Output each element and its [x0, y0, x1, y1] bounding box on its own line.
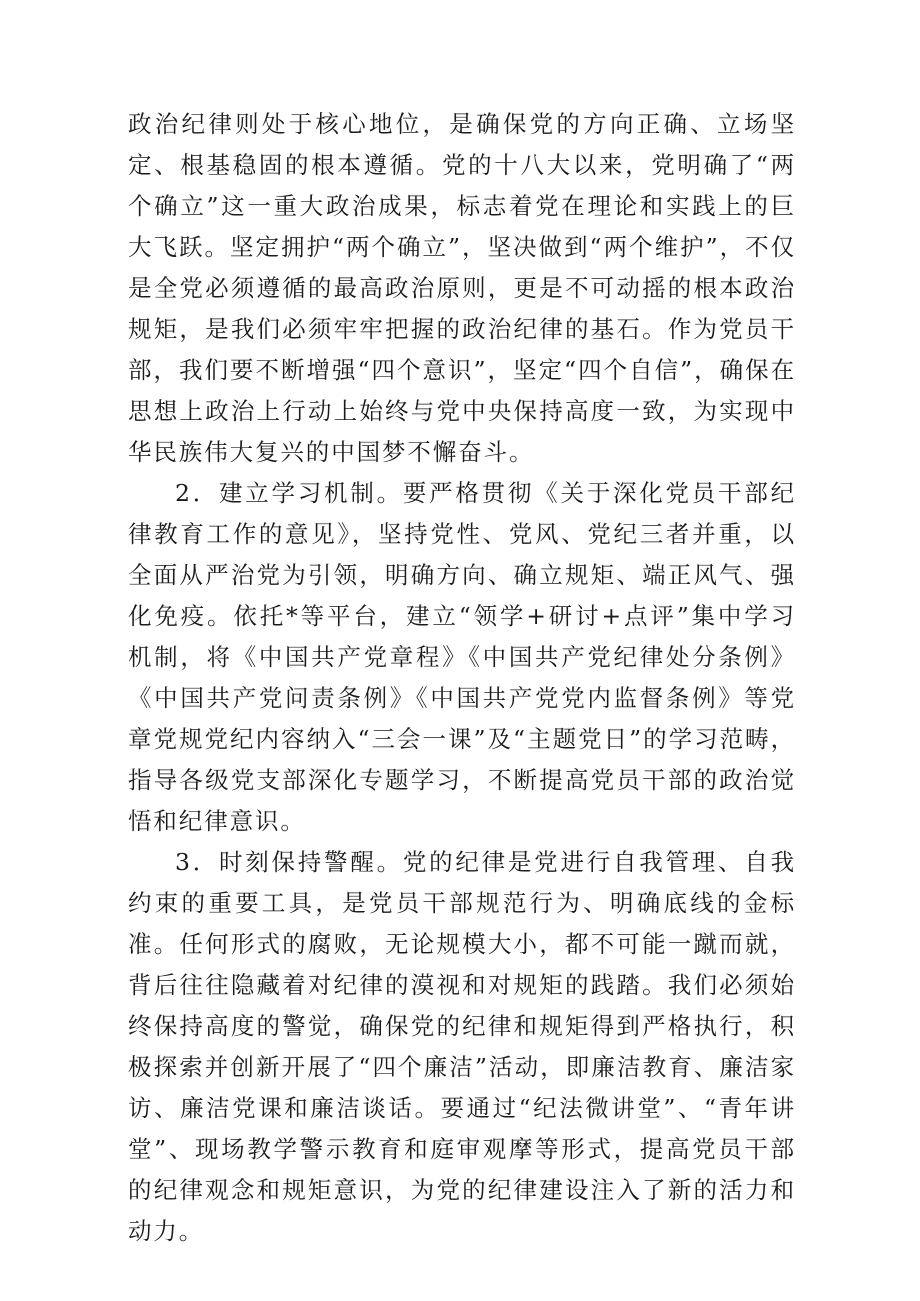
document-body — [128, 104, 796, 1252]
paragraph-political-discipline: 政治纪律则处于核心地位，是确保党的方向正确、立场坚定、根基稳固的根本遵循。党的十八大以来，党明确了“两个确立”这一重大政治成果，标志着党在理论和实践上的巨大飞跃。坚定拥护“两个确立”，坚决做到“两个维护”，不仅是全党必须遵循的最高政治原则，更是不可动摇的根本政治规矩，是我们必须牢牢把握的政治纪律的基石。作为党员干部，我们要不断增强“四个意识”，坚定“四个自信”，确保在思想上政治上行动上始终与党中央保持高度一致，为实现中华民族伟大复兴的中国梦不懈奋斗。 — [128, 110, 796, 466]
paragraph-study-mechanism: 2．建立学习机制。要严格贯彻《关于深化党员干部纪律教育工作的意见》，坚持党性、党风、党纪三者并重，以全面从严治党为引领，明确方向、确立规矩、端正风气、强化免疫。依托*等平台，建立“领学+研讨+点评”集中学习机制，将《中国共产党章程》《中国共产党纪律处分条例》《中国共产党问责条例》《中国共产党党内监督条例》等党章党规党纪内容纳入“三会一课”及“主题党日”的学习范畴，指导各级党支部深化专题学习，不断提高党员干部的政治觉悟和纪律意识。 — [128, 479, 796, 835]
paragraph-stay-vigilant: 3．时刻保持警醒。党的纪律是党进行自我管理、自我约束的重要工具，是党员干部规范行为、明确底线的金标准。任何形式的腐败，无论规模大小，都不可能一蹴而就，背后往往隐藏着对纪律的漠视和对规矩的践踏。我们必须始终保持高度的警觉，确保党的纪律和规矩得到严格执行，积极探索并创新开展了“四个廉洁”活动，即廉洁教育、廉洁家访、廉洁党课和廉洁谈话。要通过“纪法微讲堂”、“青年讲堂”、现场教学警示教育和庭审观摩等形式，提高党员干部的纪律观念和规矩意识，为党的纪律建设注入了新的活力和动力。 — [128, 848, 796, 1245]
